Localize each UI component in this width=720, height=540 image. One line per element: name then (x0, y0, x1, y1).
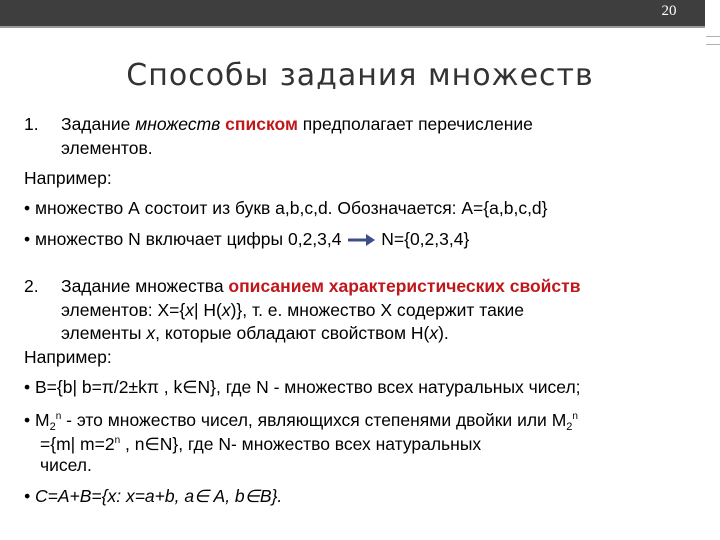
section2-line3-text-b: , которые обладают свойством H( (155, 323, 430, 343)
top-bar-decoration (706, 36, 720, 45)
section1-line1-highlight: списком (225, 114, 298, 134)
section1-line1-text-a: Задание (61, 114, 136, 134)
section2-line2-var-x: x (185, 300, 194, 320)
section1-example-label: Например: (24, 168, 112, 188)
section2-line1-highlight: описанием характеристических свойств (228, 276, 581, 296)
section2-line2-text-b: | H( (193, 300, 222, 320)
section2-line2 (61, 299, 524, 321)
section1-line1 (61, 113, 533, 135)
right-arrow-icon (346, 233, 376, 247)
section2-line3-text-a: элементы (61, 323, 147, 343)
section2-line1 (61, 275, 581, 297)
section2-number: 2. (24, 276, 39, 296)
slide-title: Способы задания множеств (126, 58, 594, 93)
section2-line3 (61, 322, 449, 344)
section2-bullet2-text-b: - это множество чисел, являющихся степенями двойки или M (61, 410, 567, 430)
section2-line2-text-c: )}, т. е. множество X содержит такие (230, 300, 524, 320)
section1-number: 1. (24, 114, 39, 134)
section1-bullet2-text: • множество N включает цифры 0,2,3,4 (24, 229, 342, 249)
section2-bullet2-sup2: n (572, 411, 578, 422)
section2-line2-text-a: элементов: X={ (61, 300, 186, 320)
section2-line3-var-x2: x (429, 323, 439, 343)
slide-number: 20 (661, 3, 677, 19)
section1-line2: элементов. (61, 138, 153, 158)
section2-bullet2-line3: чисел. (40, 455, 92, 475)
top-bar (0, 0, 705, 28)
section2-bullet3: • C=A+B={x: x=a+b, a∈ A, b∈B}. (24, 486, 283, 506)
section1-bullet1: • множество А состоит из букв a,b,c,d. Обозначается: A={a,b,c,d} (24, 198, 548, 218)
section1-bullet2 (24, 228, 469, 250)
section2-bullet2-line2-sup: n (114, 435, 121, 446)
section2-line2-var-x2: x (221, 300, 231, 320)
section2-bullet2-sub2: 2 (566, 421, 573, 433)
section2-bullet2-line2 (40, 430, 481, 455)
section2-line3-var-x: x (146, 323, 156, 343)
section2-bullet2-line2-text-a: ={m| m=2 (40, 434, 115, 454)
section2-example-label: Например: (24, 347, 112, 367)
section2-line1-text: Задание множества (61, 276, 229, 296)
section2-bullet2-text-a: • M (24, 410, 50, 430)
section1-line1-text-b: предполагает перечисление (297, 114, 533, 134)
section2-bullet2-line2-text-b: , n∈N}, где N- множество всех натуральных (120, 434, 482, 454)
section2-bullet2-sup: n (55, 411, 62, 422)
section1-line1-italic: множеств (135, 114, 226, 134)
section2-bullet1: • B={b| b=π/2±kπ , k∈N}, где N - множество всех натуральных чисел; (24, 377, 581, 397)
section1-bullet2-result: N={0,2,3,4} (381, 229, 470, 249)
section2-line3-text-c: ). (438, 323, 449, 343)
section2-bullet2-sub: 2 (49, 421, 56, 433)
